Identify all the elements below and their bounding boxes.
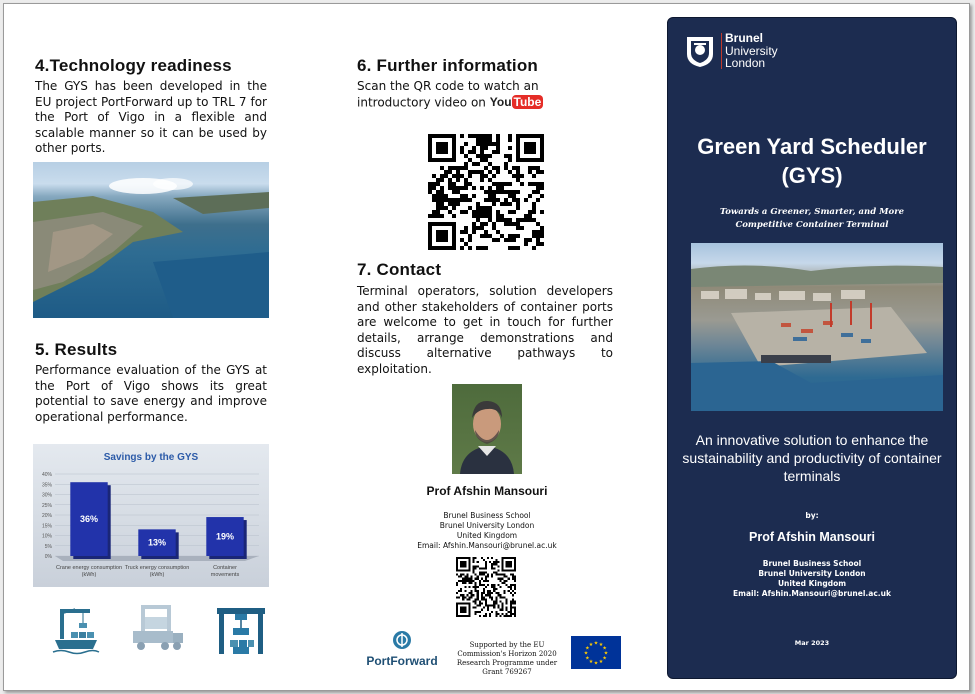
cover-panel (667, 17, 957, 679)
chart-category-label: Crane energy consumption (55, 565, 123, 571)
cover-title: Green Yard Scheduler (GYS) (697, 134, 927, 188)
brunel-logo-line1: Brunel (725, 31, 764, 45)
cover-subtitle: Towards a Greener, Smarter, and More Competitive Container Terminal (719, 207, 905, 230)
svg-text:★: ★ (603, 650, 609, 657)
cover-line1: Brunel Business School (762, 559, 862, 568)
brunel-logo-line2: University (725, 43, 778, 58)
svg-text:★: ★ (593, 660, 599, 667)
portforward-logo (360, 630, 444, 672)
qr-code-video[interactable] (428, 134, 544, 250)
chart-y-tick: 25% (41, 502, 52, 509)
eu-flag-icon (571, 636, 621, 669)
section6-text: Scan the QR code to watch an introductory video on (357, 79, 539, 109)
section5-title: 5. Results (35, 340, 118, 359)
section6-text-block (357, 79, 615, 110)
chart-data-label: 36% (79, 514, 99, 525)
cover-date: Mar 2023 (794, 639, 830, 647)
port-crane-ship-icon (51, 605, 101, 655)
cover-author: Prof Afshin Mansouri (749, 530, 875, 544)
chart-y-tick: 5% (44, 543, 52, 550)
youtube-you: You (489, 94, 512, 109)
section7-title: 7. Contact (357, 260, 442, 279)
brunel-crest-icon (684, 34, 716, 68)
cover-details (668, 559, 956, 599)
aerial-photo-vigo (33, 162, 269, 318)
contact-email[interactable]: Email: Afshin.Mansouri@brunel.ac.uk (417, 541, 557, 550)
chart-y-tick: 15% (41, 523, 52, 530)
svg-text:★: ★ (593, 640, 599, 647)
svg-text:★: ★ (585, 645, 590, 652)
contact-line1: Brunel Business School (443, 511, 531, 520)
chart-category-label: Truck energy consumption (124, 565, 190, 571)
chart-data-label: 13% (147, 537, 167, 548)
brunel-logo (684, 30, 794, 72)
chart-plot (33, 444, 269, 587)
contact-name: Prof Afshin Mansouri (426, 484, 548, 498)
youtube-tube: Tube (513, 94, 542, 109)
svg-text:★: ★ (583, 650, 589, 657)
cover-email[interactable]: Email: Afshin.Mansouri@brunel.ac.uk (733, 589, 891, 598)
brunel-logo-line3: London (725, 56, 766, 70)
svg-text:★: ★ (585, 655, 590, 662)
svg-text:★: ★ (602, 645, 607, 652)
svg-text:★: ★ (588, 641, 594, 648)
cover-line2: Brunel University London (758, 569, 866, 578)
section4-title: 4.Technology readiness (35, 56, 232, 75)
contact-details (384, 511, 590, 551)
chart-y-tick: 35% (41, 482, 52, 489)
contact-portrait-photo (452, 384, 522, 474)
eu-support-text: Supported by the EU Commission's Horizon 2020 Research Programme under Grant 769267 (456, 641, 558, 676)
chart-category-label: (kWh) (81, 572, 97, 578)
youtube-logo[interactable] (490, 95, 544, 111)
chart-y-tick: 10% (41, 533, 52, 540)
section7-text: Terminal operators, solution developers and other stakeholders of container ports are welcome to get in touch for further details, arrange demonstrations and discuss alternative pathways to exploitation. (357, 284, 613, 376)
portforward-label: PortForward (366, 654, 438, 668)
chart-y-tick: 20% (41, 513, 52, 519)
cover-line3: United Kingdom (777, 579, 847, 588)
brochure-page (3, 3, 970, 691)
svg-text:★: ★ (602, 655, 607, 662)
cover-port-photo (691, 243, 943, 411)
section4-text: The GYS has been developed in the EU project PortForward up to TRL 7 for the Port of Vigo in a flexible and scalable manner so it can be used by other ports. (35, 79, 267, 155)
truck-container-icon (127, 601, 187, 656)
chart-y-tick: 0% (44, 554, 52, 560)
cover-tagline: An innovative solution to enhance the sustainability and productivity of container terminals (682, 432, 942, 484)
cover-by: by: (805, 511, 819, 520)
contact-line3: United Kingdom (456, 531, 518, 540)
chart-data-label: 19% (215, 531, 235, 542)
qr-code-contact[interactable] (456, 557, 516, 617)
chart-category-label: (kWh) (149, 572, 165, 578)
gantry-crane-icon (213, 602, 269, 658)
savings-chart (33, 444, 269, 587)
chart-category-label: Container (213, 565, 237, 571)
contact-line2: Brunel University London (439, 521, 535, 530)
svg-text:★: ★ (598, 659, 604, 666)
portforward-logo-icon (392, 630, 412, 650)
section6-title: 6. Further information (357, 56, 539, 75)
section5-text: Performance evaluation of the GYS at the Port of Vigo shows its great potential to save energy and improve operational performance. (35, 363, 267, 424)
svg-text:★: ★ (588, 659, 594, 666)
svg-text:★: ★ (598, 641, 604, 648)
chart-category-label: movements (210, 572, 240, 578)
chart-title: Savings by the GYS (103, 452, 199, 463)
chart-y-tick: 30% (41, 492, 52, 499)
chart-y-tick: 40% (41, 472, 52, 478)
